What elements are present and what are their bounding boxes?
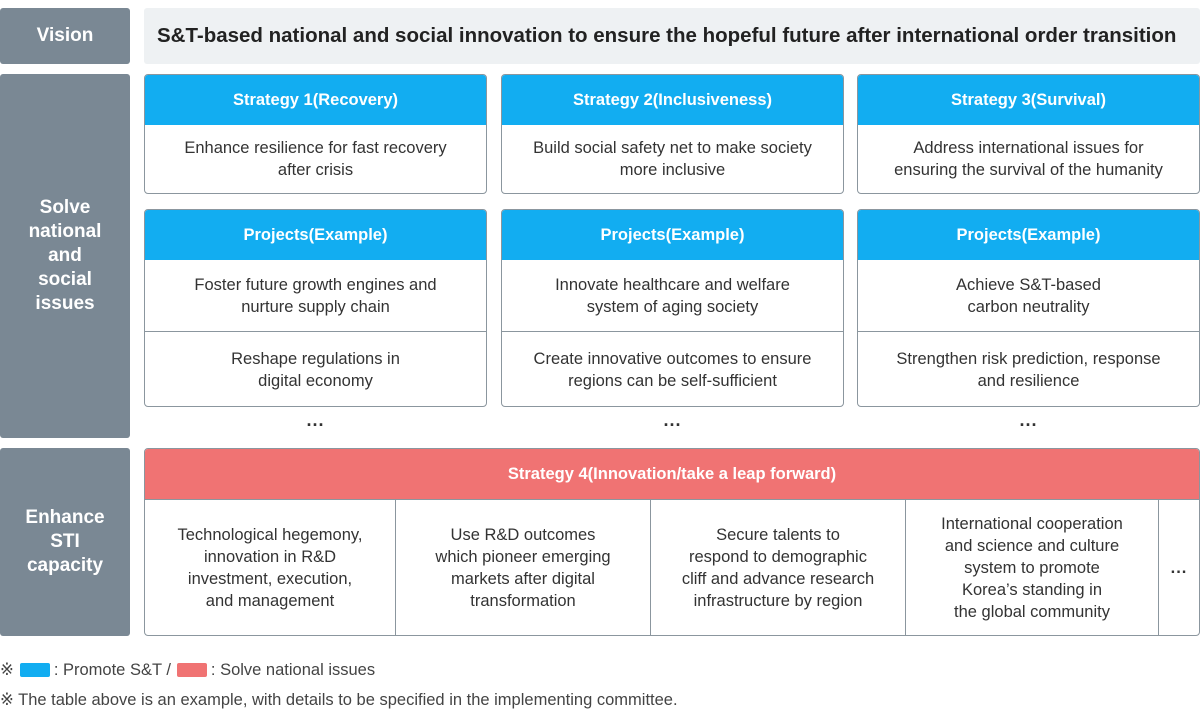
legend: [0, 658, 375, 682]
vision-label: Vision: [0, 8, 130, 64]
strategy-1-more: ...: [306, 410, 325, 430]
legend-promote-swatch: [20, 663, 50, 677]
strategy-3-projects-card: [857, 209, 1200, 407]
strategy-4-item-2: Use R&D outcomes which pioneer emerging markets after digital transformation: [396, 500, 651, 636]
solve-issues-label: Solve national and social issues: [0, 74, 130, 438]
strategy-4-more: ...: [1170, 559, 1188, 577]
legend-solve-swatch: [177, 663, 207, 677]
footnote: ※ The table above is an example, with details to be specified in the implementing committee.: [0, 691, 678, 709]
strategy-3-card: [857, 74, 1200, 194]
strategy-2-projects-card: [501, 209, 844, 407]
strategy-2-project-1: Innovate healthcare and welfare system of aging society: [555, 275, 790, 316]
strategy-1-projects-title: Projects(Example): [145, 210, 486, 260]
strategy-3-title: Strategy 3(Survival): [858, 75, 1199, 125]
strategy-3-project-2: Strengthen risk prediction, response and resilience: [858, 331, 1199, 407]
legend-mark: ※: [0, 661, 14, 679]
strategy-1-card: [144, 74, 487, 194]
strategy-4-item-1: Technological hegemony, innovation in R&D investment, execution, and management: [145, 500, 396, 636]
strategy-4-title: Strategy 4(Innovation/take a leap forward): [145, 449, 1199, 500]
strategy-4-item-4: International cooperation and science and culture system to promote Korea’s standing in the global community: [906, 500, 1159, 636]
strategy-2-project-2: Create innovative outcomes to ensure regions can be self-sufficient: [502, 331, 843, 407]
strategy-1-project-1: Foster future growth engines and nurture supply chain: [194, 275, 437, 316]
strategy-3-project-1: Achieve S&T-based carbon neutrality: [956, 275, 1101, 316]
strategy-4-card: [144, 448, 1200, 636]
strategy-1-description: Enhance resilience for fast recovery after crisis: [184, 139, 447, 179]
legend-solve-label: : Solve national issues: [210, 660, 376, 679]
strategy-3-projects-title: Projects(Example): [858, 210, 1199, 260]
strategy-2-card: [501, 74, 844, 194]
enhance-sti-label: Enhance STI capacity: [0, 448, 130, 636]
strategy-1-title: Strategy 1(Recovery): [145, 75, 486, 125]
strategy-2-more: ...: [663, 410, 682, 430]
strategy-2-description: Build social safety net to make society more inclusive: [533, 139, 812, 179]
strategy-3-more: ...: [1019, 410, 1038, 430]
vision-statement: [144, 8, 1200, 64]
strategy-3-description: Address international issues for ensuring the survival of the humanity: [894, 139, 1163, 179]
strategy-4-item-3: Secure talents to respond to demographic cliff and advance research infrastructure by region: [651, 500, 906, 636]
strategy-2-projects-title: Projects(Example): [502, 210, 843, 260]
strategy-1-projects-card: [144, 209, 487, 407]
strategy-2-title: Strategy 2(Inclusiveness): [502, 75, 843, 125]
vision-statement-text: S&T-based national and social innovation to ensure the hopeful future after international order transition: [157, 24, 1177, 47]
strategy-1-project-2: Reshape regulations in digital economy: [145, 331, 486, 407]
legend-promote-label: : Promote S&T /: [53, 660, 171, 679]
